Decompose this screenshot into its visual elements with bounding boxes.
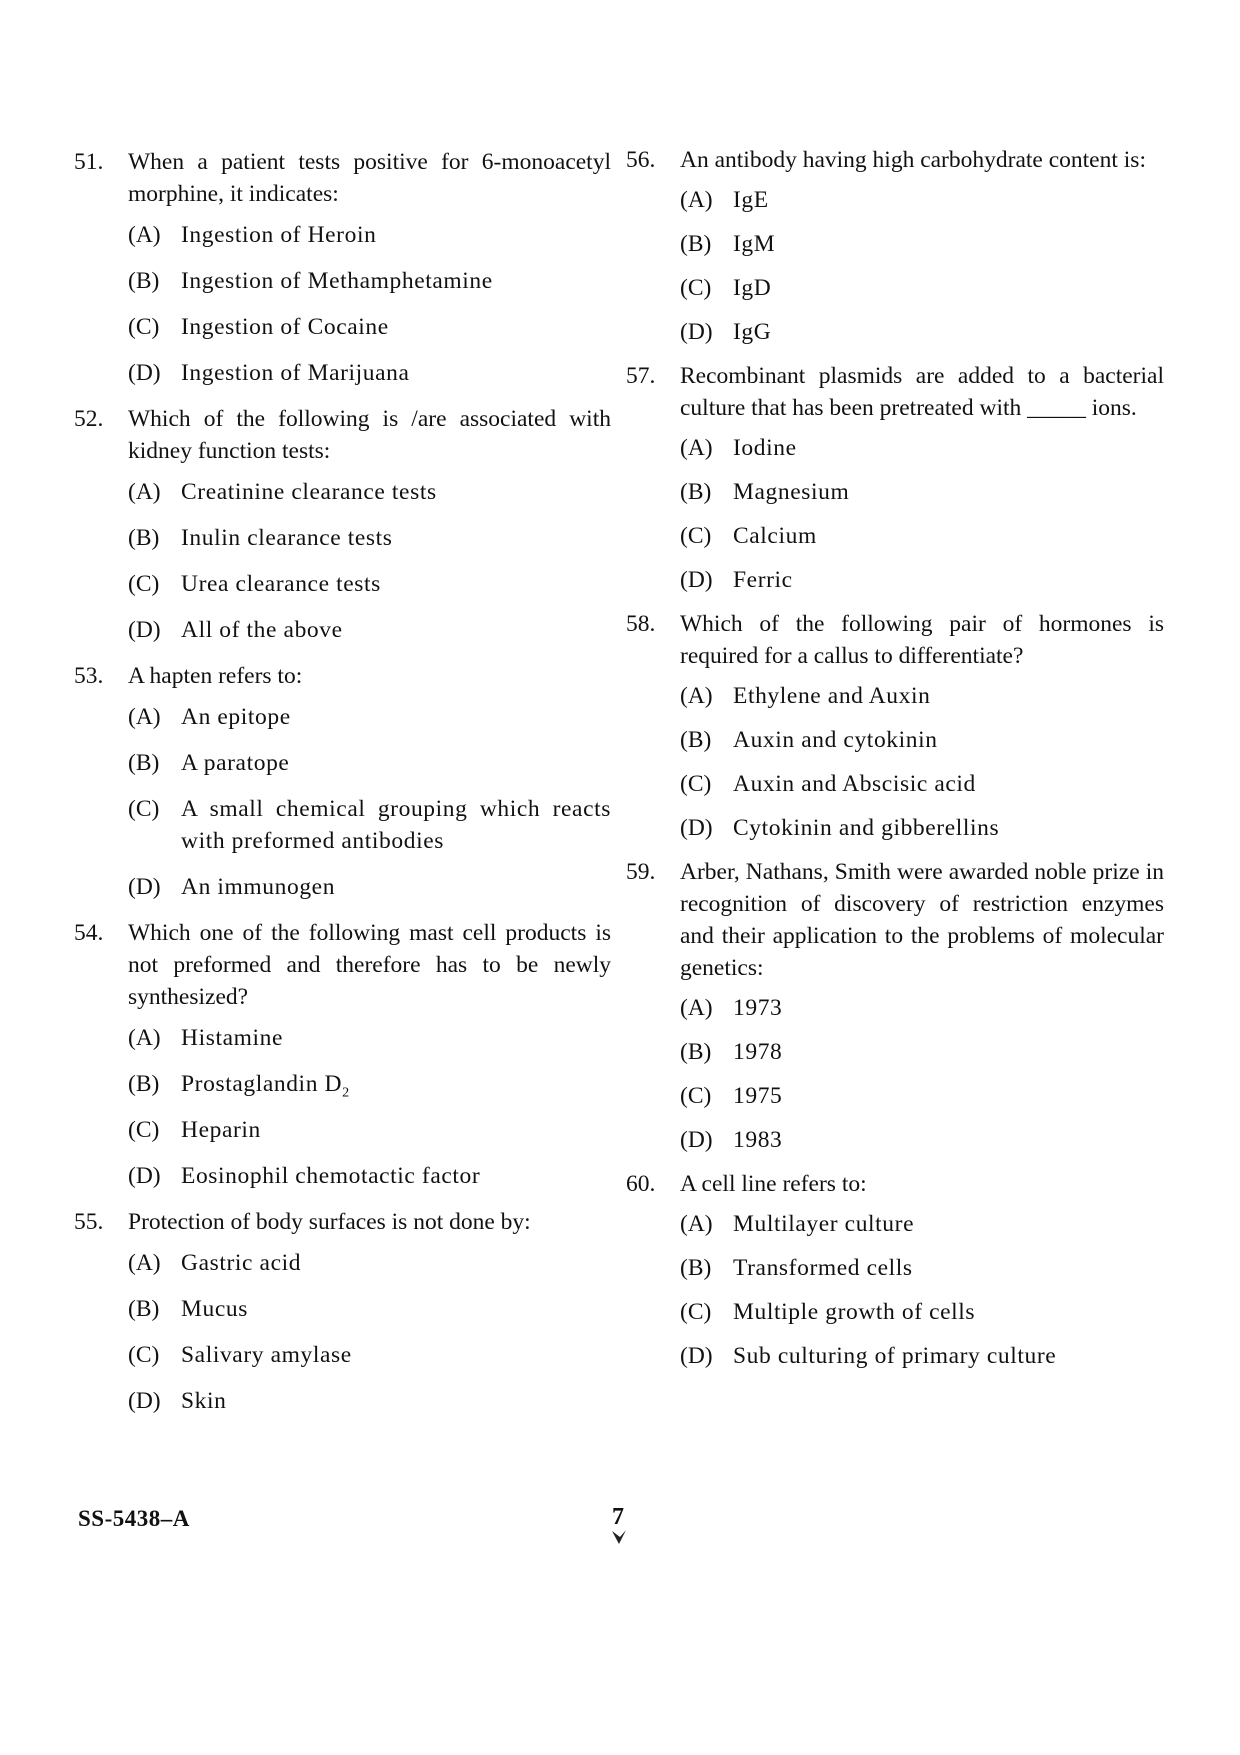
answer-option <box>128 357 611 389</box>
answer-option <box>128 311 611 343</box>
option-text-main: A small chemical grouping which reacts with preformed antibodies <box>181 796 611 854</box>
answer-option <box>128 1068 611 1100</box>
option-text-main: 1978 <box>733 1039 783 1065</box>
answer-options <box>680 992 1164 1156</box>
option-text <box>733 228 1164 260</box>
option-letter: (A) <box>680 995 713 1021</box>
question-number: 51. <box>74 149 104 175</box>
question-item <box>74 146 611 389</box>
option-text-main: 1973 <box>733 995 783 1021</box>
option-text <box>181 1339 611 1371</box>
question-number: 52. <box>74 406 104 432</box>
option-text <box>733 1080 1164 1112</box>
option-text <box>181 357 611 389</box>
answer-option <box>128 871 611 903</box>
option-letter: (C) <box>128 571 160 597</box>
question-text: An antibody having high carbohydrate content is: <box>680 147 1146 173</box>
answer-option <box>128 568 611 600</box>
answer-options <box>128 1022 611 1192</box>
answer-option <box>128 522 611 554</box>
question-text: Which one of the following mast cell products is not preformed and therefore has to be newly synthesized? <box>128 920 611 1010</box>
option-text <box>733 812 1164 844</box>
option-text-main: Magnesium <box>733 479 850 505</box>
question-text: Protection of body surfaces is not done by: <box>128 1209 531 1235</box>
option-text <box>181 522 611 554</box>
option-text <box>181 476 611 508</box>
option-text-main: Ingestion of Cocaine <box>181 314 389 340</box>
option-text <box>733 680 1164 712</box>
option-letter: (D) <box>128 874 161 900</box>
answer-option <box>128 614 611 646</box>
question-text: Which of the following pair of hormones is required for a callus to differentiate? <box>680 611 1164 669</box>
answer-option <box>680 272 1164 304</box>
question-number: 54. <box>74 920 104 946</box>
option-text <box>733 184 1164 216</box>
option-text <box>733 476 1164 508</box>
option-letter: (D) <box>680 319 713 345</box>
option-text <box>733 1036 1164 1068</box>
option-text-main: Sub culturing of primary culture <box>733 1343 1057 1369</box>
option-text <box>733 272 1164 304</box>
answer-option <box>128 1293 611 1325</box>
option-text <box>181 871 611 903</box>
option-text <box>733 1124 1164 1156</box>
answer-options <box>680 1208 1164 1372</box>
option-text-main: Auxin and cytokinin <box>733 727 938 753</box>
answer-option <box>680 1036 1164 1068</box>
answer-option <box>128 476 611 508</box>
option-text-main: A paratope <box>181 750 290 776</box>
option-text-main: IgG <box>733 319 772 345</box>
option-text-main: Skin <box>181 1388 227 1414</box>
option-letter: (A) <box>128 704 161 730</box>
option-text-main: 1983 <box>733 1127 783 1153</box>
question-text: When a patient tests positive for 6-monoacetyl morphine, it indicates: <box>128 149 611 207</box>
page-mark-icon <box>609 1526 629 1548</box>
question-text: A hapten refers to: <box>128 663 303 689</box>
answer-option <box>680 1252 1164 1284</box>
answer-option <box>128 1022 611 1054</box>
question-item <box>626 608 1164 844</box>
option-text-main: Auxin and Abscisic acid <box>733 771 976 797</box>
option-text <box>733 316 1164 348</box>
option-text-main: Ingestion of Methamphetamine <box>181 268 493 294</box>
answer-option <box>680 316 1164 348</box>
option-letter: (D) <box>680 815 713 841</box>
answer-option <box>680 680 1164 712</box>
question-stem <box>74 660 611 692</box>
question-stem <box>74 917 611 1013</box>
option-text-main: Heparin <box>181 1117 261 1143</box>
question-item <box>74 403 611 646</box>
option-text <box>181 747 611 779</box>
option-text <box>733 1296 1164 1328</box>
question-stem <box>626 1168 1164 1200</box>
option-letter: (C) <box>680 1299 712 1325</box>
option-text-main: Inulin clearance tests <box>181 525 393 551</box>
answer-options <box>680 184 1164 348</box>
answer-option <box>680 812 1164 844</box>
question-text: Which of the following is /are associated with kidney function tests: <box>128 406 611 464</box>
question-text: A cell line refers to: <box>680 1171 867 1197</box>
question-stem <box>626 360 1164 424</box>
option-text <box>181 219 611 251</box>
option-letter: (D) <box>680 1127 713 1153</box>
option-text-main: Gastric acid <box>181 1250 302 1276</box>
answer-option <box>128 1114 611 1146</box>
option-text-main: Ingestion of Heroin <box>181 222 377 248</box>
option-text <box>181 1247 611 1279</box>
answer-option <box>128 1339 611 1371</box>
question-stem <box>626 608 1164 672</box>
answer-option <box>680 992 1164 1024</box>
answer-option <box>128 1247 611 1279</box>
option-letter: (A) <box>128 1025 161 1051</box>
option-letter: (A) <box>128 1250 161 1276</box>
question-item <box>74 917 611 1192</box>
option-text <box>733 520 1164 552</box>
page-number: 7 <box>612 1504 624 1530</box>
option-letter: (D) <box>680 567 713 593</box>
option-text <box>181 1293 611 1325</box>
question-item <box>74 660 611 903</box>
answer-option <box>680 184 1164 216</box>
question-item <box>626 1168 1164 1372</box>
answer-option <box>128 701 611 733</box>
option-text <box>181 1068 611 1100</box>
option-text-main: Iodine <box>733 435 797 461</box>
option-letter: (C) <box>128 796 160 822</box>
option-text <box>733 768 1164 800</box>
question-stem <box>626 856 1164 984</box>
answer-option <box>680 1080 1164 1112</box>
option-text-main: Creatinine clearance tests <box>181 479 437 505</box>
question-number: 55. <box>74 1209 104 1235</box>
option-letter: (B) <box>128 1071 160 1097</box>
option-letter: (B) <box>128 750 160 776</box>
question-stem <box>626 144 1164 176</box>
option-text-main: IgE <box>733 187 769 213</box>
answer-options <box>680 680 1164 844</box>
option-letter: (C) <box>128 1342 160 1368</box>
option-text-main: Multiple growth of cells <box>733 1299 976 1325</box>
option-letter: (A) <box>128 222 161 248</box>
option-letter: (C) <box>680 523 712 549</box>
option-letter: (B) <box>680 479 712 505</box>
question-item <box>626 360 1164 596</box>
option-text <box>733 992 1164 1024</box>
option-text-main: An immunogen <box>181 874 336 900</box>
question-stem <box>74 1206 611 1238</box>
answer-option <box>128 1385 611 1417</box>
option-text <box>733 1252 1164 1284</box>
answer-option <box>680 724 1164 756</box>
option-text <box>181 701 611 733</box>
option-text-main: Prostaglandin D <box>181 1071 343 1097</box>
option-text-main: Ethylene and Auxin <box>733 683 931 709</box>
answer-options <box>128 219 611 389</box>
option-text <box>181 1114 611 1146</box>
option-text-main: Multilayer culture <box>733 1211 915 1237</box>
question-number: 53. <box>74 663 104 689</box>
option-text-main: IgD <box>733 275 772 301</box>
question-number: 56. <box>626 147 656 173</box>
option-text-main: Histamine <box>181 1025 283 1051</box>
question-number: 60. <box>626 1171 656 1197</box>
option-text <box>181 614 611 646</box>
option-letter: (A) <box>680 683 713 709</box>
option-letter: (C) <box>680 771 712 797</box>
option-letter: (D) <box>128 1388 161 1414</box>
question-item <box>626 144 1164 348</box>
option-letter: (B) <box>680 727 712 753</box>
option-letter: (C) <box>680 1083 712 1109</box>
answer-option <box>680 1208 1164 1240</box>
option-text-main: Ingestion of Marijuana <box>181 360 410 386</box>
answer-option <box>680 520 1164 552</box>
option-text <box>733 1340 1164 1372</box>
answer-option <box>128 747 611 779</box>
question-item <box>626 856 1164 1156</box>
option-letter: (D) <box>128 1163 161 1189</box>
option-text-main: Cytokinin and gibberellins <box>733 815 1000 841</box>
answer-option <box>680 1296 1164 1328</box>
question-item <box>74 1206 611 1417</box>
option-text-main: 1975 <box>733 1083 783 1109</box>
option-text-main: Calcium <box>733 523 817 549</box>
answer-option <box>128 1160 611 1192</box>
answer-option <box>128 265 611 297</box>
option-subscript: 2 <box>342 1084 350 1101</box>
answer-options <box>680 432 1164 596</box>
option-letter: (C) <box>680 275 712 301</box>
question-text: Arber, Nathans, Smith were awarded noble prize in recognition of discovery of restriction enzymes and their application to the problems of molecular genetics: <box>680 859 1164 981</box>
question-number: 57. <box>626 363 656 389</box>
option-text <box>181 793 611 857</box>
answer-option <box>680 228 1164 260</box>
answer-option <box>680 476 1164 508</box>
option-letter: (D) <box>128 360 161 386</box>
option-letter: (A) <box>128 479 161 505</box>
answer-option <box>680 1340 1164 1372</box>
right-question-column <box>626 144 1164 1384</box>
option-text <box>733 564 1164 596</box>
answer-option <box>680 564 1164 596</box>
option-letter: (C) <box>128 314 160 340</box>
answer-option <box>128 793 611 857</box>
option-letter: (B) <box>680 1255 712 1281</box>
option-text <box>181 568 611 600</box>
option-text-main: IgM <box>733 231 776 257</box>
option-letter: (A) <box>680 1211 713 1237</box>
option-text-main: Mucus <box>181 1296 248 1322</box>
option-letter: (C) <box>128 1117 160 1143</box>
option-text <box>181 1385 611 1417</box>
booklet-code: SS-5438–A <box>78 1506 190 1531</box>
option-letter: (A) <box>680 187 713 213</box>
question-stem <box>74 403 611 467</box>
question-text: Recombinant plasmids are added to a bacterial culture that has been pretreated with _____ ions. <box>680 363 1164 421</box>
option-letter: (B) <box>128 525 160 551</box>
answer-option <box>128 219 611 251</box>
answer-options <box>128 701 611 903</box>
answer-option <box>680 1124 1164 1156</box>
answer-options <box>128 1247 611 1417</box>
option-text <box>181 311 611 343</box>
option-text-main: Transformed cells <box>733 1255 913 1281</box>
question-number: 59. <box>626 859 656 885</box>
option-text-main: All of the above <box>181 617 343 643</box>
option-letter: (D) <box>680 1343 713 1369</box>
option-text <box>181 1022 611 1054</box>
option-text <box>181 1160 611 1192</box>
option-letter: (B) <box>128 1296 160 1322</box>
option-letter: (D) <box>128 617 161 643</box>
option-text-main: An epitope <box>181 704 291 730</box>
option-text-main: Ferric <box>733 567 793 593</box>
option-letter: (B) <box>680 1039 712 1065</box>
option-text <box>181 265 611 297</box>
option-text-main: Eosinophil chemotactic factor <box>181 1163 481 1189</box>
question-stem <box>74 146 611 210</box>
option-text-main: Urea clearance tests <box>181 571 381 597</box>
option-text <box>733 1208 1164 1240</box>
option-letter: (B) <box>680 231 712 257</box>
option-text <box>733 432 1164 464</box>
option-text <box>733 724 1164 756</box>
option-letter: (A) <box>680 435 713 461</box>
option-text-main: Salivary amylase <box>181 1342 352 1368</box>
answer-option <box>680 432 1164 464</box>
answer-option <box>680 768 1164 800</box>
question-number: 58. <box>626 611 656 637</box>
left-question-column <box>74 146 611 1431</box>
option-letter: (B) <box>128 268 160 294</box>
answer-options <box>128 476 611 646</box>
